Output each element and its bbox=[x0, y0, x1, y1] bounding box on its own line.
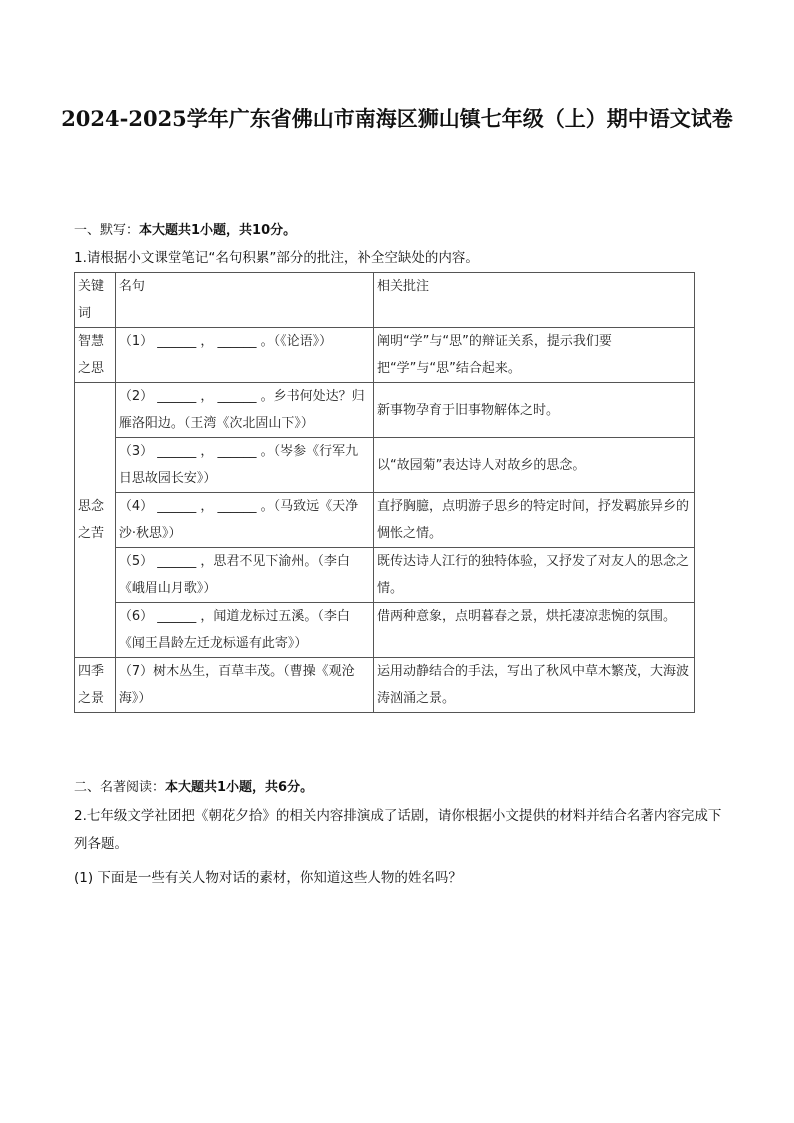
keyword-cell: 思念之苦 bbox=[75, 383, 116, 658]
note-cell: 新事物孕育于旧事物解体之时。 bbox=[373, 383, 694, 438]
keyword-cell: 智慧之思 bbox=[75, 328, 116, 383]
question-2-text: 2.七年级文学社团把《朝花夕拾》的相关内容排演成了话剧，请你根据小文提供的材料并结合名著内容完成下列各题。 bbox=[74, 808, 722, 852]
table-row bbox=[75, 438, 695, 493]
note-cell: 既传达诗人江行的独特体验，又抒发了对友人的思念之情。 bbox=[373, 548, 694, 603]
exam-title: 2024-2025学年广东省佛山市南海区狮山镇七年级（上）期中语文试卷 bbox=[61, 106, 733, 131]
section-1-label: 一、默写： bbox=[74, 223, 140, 238]
keyword-cell: 四季之景 bbox=[75, 658, 116, 713]
note-cell: 直抒胸臆，点明游子思乡的特定时间，抒发羁旅异乡的惆怅之情。 bbox=[373, 493, 694, 548]
section-2-desc: 本大题共1小题，共6分。 bbox=[165, 780, 314, 795]
note-cell: 以“故园菊”表达诗人对故乡的思念。 bbox=[373, 438, 694, 493]
table-row bbox=[75, 603, 695, 658]
sentence-cell: （7）树木丛生，百草丰茂。（曹操《观沧海》） bbox=[115, 658, 373, 713]
note-cell: 阐明“学”与“思”的辩证关系，提示我们要把“学”与“思”结合起来。 bbox=[373, 328, 694, 383]
section-1-desc: 本大题共1小题，共10分。 bbox=[139, 223, 297, 238]
sentence-cell: （6） ______ ，闻道龙标过五溪。（李白《闻王昌龄左迁龙标遥有此寄》） bbox=[115, 603, 373, 658]
table-row bbox=[75, 383, 695, 438]
sentence-cell: （5） ______ ，思君不见下渝州。（李白《峨眉山月歌》） bbox=[115, 548, 373, 603]
note-cell: 借两种意象，点明暮春之景，烘托凄凉悲惋的氛围。 bbox=[373, 603, 694, 658]
section-1-heading bbox=[74, 219, 296, 238]
question-2-sub-1: (1) 下面是一些有关人物对话的素材，你知道这些人物的姓名吗？ bbox=[74, 870, 462, 886]
sentence-cell: （1） ______ ， ______ 。（《论语》） bbox=[115, 328, 373, 383]
table-header-row bbox=[75, 273, 695, 328]
notes-table bbox=[74, 272, 695, 713]
section-2-label: 二、名著阅读： bbox=[74, 780, 166, 795]
table-row bbox=[75, 493, 695, 548]
table-row bbox=[75, 658, 695, 713]
sentence-cell: （3） ______ ， ______ 。（岑参《行军九日思故园长安》） bbox=[115, 438, 373, 493]
table-row bbox=[75, 328, 695, 383]
question-1-text: 1.请根据小文课堂笔记“名句积累”部分的批注，补全空缺处的内容。 bbox=[74, 250, 479, 266]
section-2-heading bbox=[74, 776, 313, 795]
header-sentence: 名句 bbox=[115, 273, 373, 328]
table-row bbox=[75, 548, 695, 603]
header-note: 相关批注 bbox=[373, 273, 694, 328]
header-keyword: 关键词 bbox=[75, 273, 116, 328]
sentence-cell: （2） ______ ， ______ 。乡书何处达？归雁洛阳边。（王湾《次北固山下》） bbox=[115, 383, 373, 438]
sentence-cell: （4） ______ ， ______ 。（马致远《天净沙·秋思》） bbox=[115, 493, 373, 548]
note-cell: 运用动静结合的手法，写出了秋风中草木繁茂，大海波涛汹涌之景。 bbox=[373, 658, 694, 713]
